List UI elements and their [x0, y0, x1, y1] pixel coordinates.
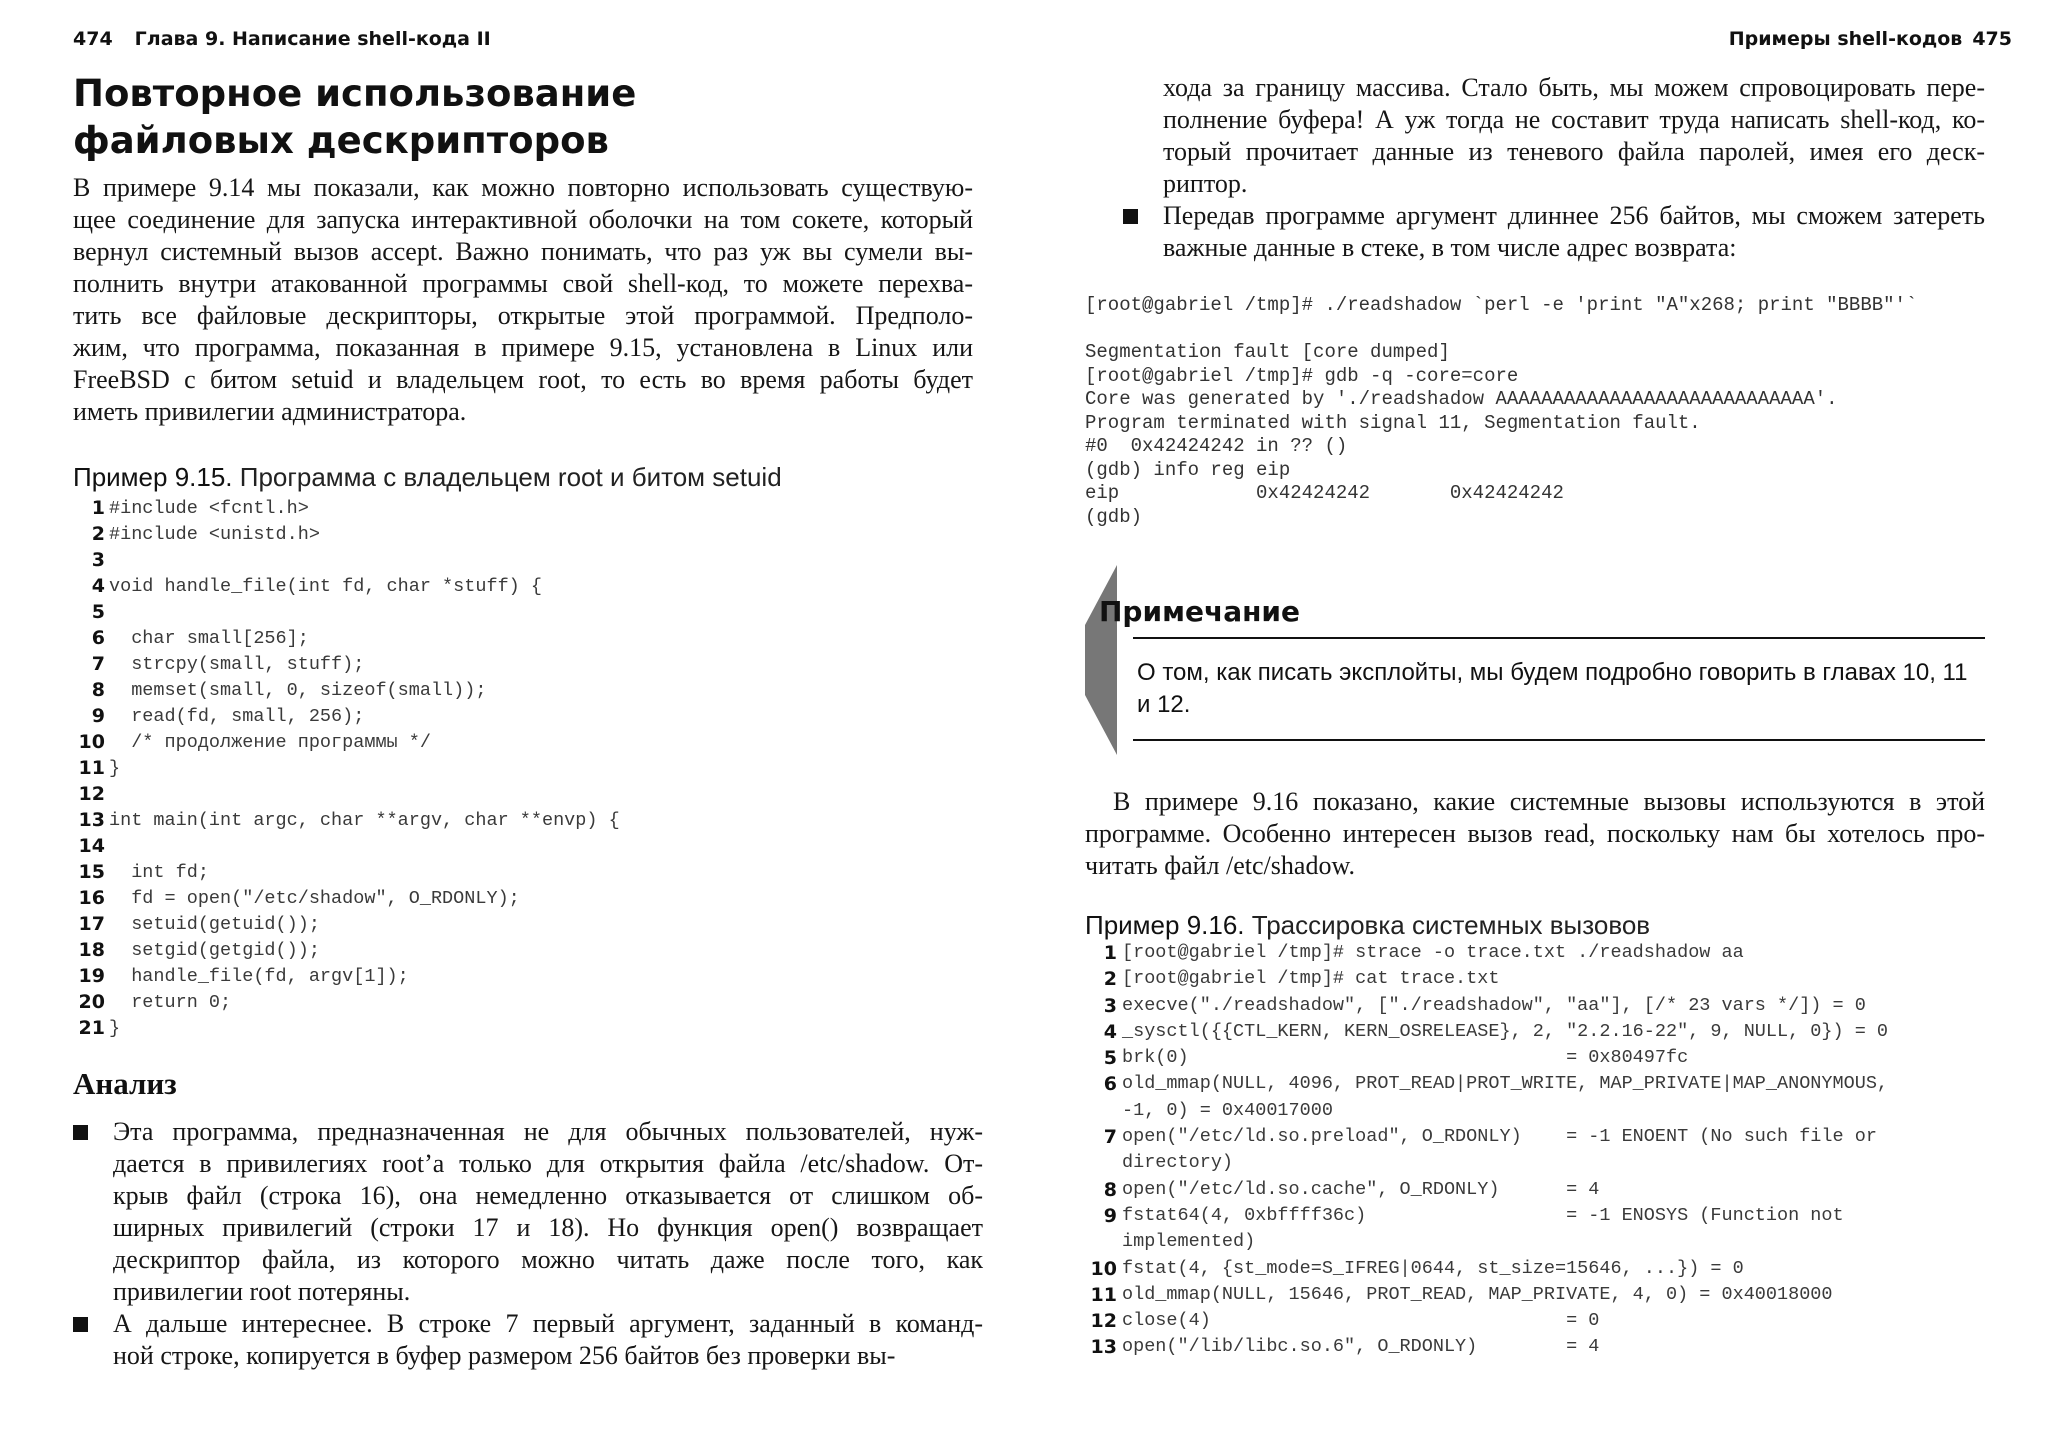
terminal-line: [root@gabriel /tmp]# ./readshadow `perl -e 'print "A"x268; print "BBBB"'` [1085, 294, 1918, 316]
line-number: 3 [1103, 994, 1117, 1017]
terminal-line: eip 0x42424242 0x42424242 [1085, 482, 1564, 504]
code-text: brk(0) = 0x80497fc [1122, 1047, 1689, 1069]
text-line: программе. Особенно интересен вызов read, поскольку нам бы хотелось про- [1085, 819, 1985, 848]
line-number: 12 [78, 783, 105, 805]
code-text: fstat64(4, 0xbffff36c) = -1 ENOSYS (Function not implemented) [1122, 1204, 1844, 1253]
text-line: ширных привилегий (строки 17 и 18). Но функция open() возвращает [113, 1213, 983, 1242]
line-number: 13 [78, 809, 105, 831]
left-chapter-title: Глава 9. Написание shell-кода II [134, 28, 491, 50]
line-number: 11 [1090, 1283, 1117, 1306]
bullet-item [73, 1308, 983, 1372]
code-line [73, 833, 620, 859]
text-line: иметь привилегии администратора. [73, 397, 467, 426]
line-number: 2 [1103, 968, 1117, 991]
code-line [73, 729, 620, 755]
note-box [1085, 565, 1985, 755]
example-9-15-caption [73, 462, 782, 493]
code-text: [root@gabriel /tmp]# strace -o trace.txt ./readshadow aa [1122, 942, 1744, 963]
code-text: int fd; [109, 861, 209, 883]
bullet-square-icon [73, 1317, 88, 1332]
line-number: 1 [1103, 942, 1117, 964]
left-page-number: 474 [73, 28, 113, 50]
text-line: полнить внутри атакованной программы свой shell-код, то можете перехва- [73, 269, 973, 298]
terminal-line: (gdb) [1085, 505, 1143, 528]
code-text: strcpy(small, stuff); [109, 653, 365, 675]
bullet-square-icon [73, 1125, 88, 1140]
code-text: old_mmap(NULL, 4096, PROT_READ|PROT_WRITE, MAP_PRIVATE|MAP_ANONYMOUS, -1, 0) = 0x40017000 [1122, 1073, 1889, 1121]
text-line: В примере 9.14 мы показали, как можно повторно использовать существую- [73, 173, 973, 202]
line-number: 6 [1103, 1073, 1117, 1096]
example-label: Пример 9.15. [73, 462, 233, 492]
line-number: 8 [91, 679, 105, 701]
text-line: читать файл /etc/shadow. [1085, 851, 1356, 880]
code-line [73, 963, 620, 989]
strace-line [1085, 993, 1888, 1019]
syscall-paragraph [1085, 786, 1985, 882]
terminal-line: Program terminated with signal 11, Segmentation fault. [1085, 411, 1701, 434]
code-line [73, 599, 620, 625]
text-line: Эта программа, предназначенная не для обычных пользователей, нуж- [113, 1117, 983, 1146]
code-text: void handle_file(int fd, char *stuff) { [109, 575, 542, 597]
terminal-line: Segmentation fault [core dumped] [1085, 341, 1450, 363]
strace-line [1085, 1019, 1888, 1045]
text-line: жим, что программа, показанная в примере 9.15, установлена в Linux или [73, 333, 973, 362]
line-number: 2 [91, 523, 105, 545]
gdb-terminal-output [1085, 294, 1917, 529]
line-number: 3 [91, 549, 105, 571]
code-line [73, 677, 620, 703]
line-number: 11 [78, 757, 105, 779]
terminal-line: #0 0x42424242 in ?? () [1085, 435, 1348, 457]
strace-line [1085, 1308, 1888, 1334]
code-text: open("/lib/libc.so.6", O_RDONLY) = 4 [1122, 1336, 1600, 1358]
continued-paragraph [1163, 72, 1985, 200]
right-page-number: 475 [1972, 28, 2012, 50]
line-number: 20 [78, 991, 105, 1013]
section-heading [73, 70, 773, 164]
code-line [73, 807, 620, 833]
line-number: 13 [1090, 1336, 1117, 1359]
strace-line [1085, 1071, 1888, 1124]
text-line: Передав программе аргумент длиннее 256 байтов, мы сможем затереть [1163, 201, 1985, 230]
line-number: 4 [91, 575, 105, 597]
code-text: handle_file(fd, argv[1]); [109, 965, 409, 987]
code-text: memset(small, 0, sizeof(small)); [109, 679, 487, 701]
line-number: 10 [1090, 1257, 1117, 1280]
text-line: щее соединение для запуска интерактивной оболочки на том сокете, который [73, 205, 973, 234]
code-text: return 0; [109, 991, 232, 1013]
terminal-line: [root@gabriel /tmp]# gdb -q -core=core [1085, 364, 1519, 387]
code-text: fd = open("/etc/shadow", O_RDONLY); [109, 887, 520, 909]
code-text: [root@gabriel /tmp]# cat trace.txt [1122, 968, 1500, 990]
note-bottom-rule [1133, 739, 1985, 741]
code-text: execve("./readshadow", ["./readshadow", "aa"], [/* 23 vars */]) = 0 [1122, 994, 1866, 1016]
code-line [73, 755, 620, 781]
line-number: 5 [1103, 1047, 1117, 1070]
note-title: Примечание [1099, 595, 1301, 628]
line-number: 15 [78, 861, 105, 883]
strace-line [1085, 940, 1888, 966]
code-line [73, 547, 620, 573]
line-number: 7 [91, 653, 105, 675]
code-text: #include <unistd.h> [109, 523, 320, 545]
strace-line [1085, 1177, 1888, 1203]
code-line [73, 573, 620, 599]
strace-line [1085, 1334, 1888, 1360]
line-number: 17 [78, 913, 105, 935]
line-number: 7 [1103, 1126, 1117, 1149]
code-line [73, 703, 620, 729]
line-number: 1 [91, 497, 105, 519]
strace-line [1085, 1203, 1888, 1256]
note-top-rule [1133, 637, 1985, 639]
text-line: дескриптор файла, из которого можно читать даже после того, как [113, 1245, 983, 1274]
example-9-16-caption [1085, 910, 1650, 941]
text-line: А дальше интереснее. В строке 7 первый аргумент, заданный в команд- [113, 1309, 983, 1338]
line-number: 9 [91, 705, 105, 727]
analysis-heading: Анализ [73, 1066, 177, 1101]
code-text: setgid(getgid()); [109, 939, 320, 961]
code-line [73, 859, 620, 885]
strace-listing-9-16 [1085, 940, 1888, 1361]
line-number: 4 [1103, 1020, 1117, 1043]
code-line [73, 495, 620, 521]
line-number: 10 [78, 731, 105, 753]
code-text: open("/etc/ld.so.preload", O_RDONLY) = -1 ENOENT (No such file or directory) [1122, 1126, 1877, 1174]
code-line [73, 651, 620, 677]
intro-paragraph [73, 172, 973, 428]
strace-line [1085, 1256, 1888, 1282]
code-line [73, 781, 620, 807]
right-bullet-list [1123, 200, 1985, 264]
strace-line [1085, 1282, 1888, 1308]
strace-line [1085, 1124, 1888, 1177]
code-text: /* продолжение программы */ [109, 731, 431, 753]
example-title: Программа с владельцем root и битом setuid [239, 462, 782, 492]
right-running-head [1729, 28, 2012, 50]
left-running-head [73, 28, 491, 50]
example-title: Трассировка системных вызовов [1251, 910, 1651, 940]
text-line: дается в привилегиях root’а только для открытия файла /etc/shadow. От- [113, 1149, 983, 1178]
strace-line [1085, 1045, 1888, 1071]
code-text: char small[256]; [109, 627, 309, 649]
bullet-item [1123, 200, 1985, 264]
line-number: 14 [78, 835, 105, 857]
line-number: 8 [1103, 1178, 1117, 1201]
line-number: 19 [78, 965, 105, 987]
code-text: } [109, 1017, 121, 1039]
terminal-line: (gdb) info reg eip [1085, 458, 1291, 481]
code-text: read(fd, small, 256); [109, 705, 365, 727]
strace-line [1085, 966, 1888, 992]
code-line [73, 521, 620, 547]
note-tab-shape [1085, 565, 1117, 755]
line-number: 21 [78, 1017, 105, 1039]
code-text: } [109, 757, 121, 779]
section-heading-line-1: Повторное использование [73, 72, 637, 115]
text-line: привилегии root потеряны. [113, 1277, 411, 1306]
note-body: О том, как писать эксплойты, мы будем подробно говорить в главах 10, 11 и 12. [1137, 659, 1968, 718]
text-line: полнение буфера! А уж тогда не составит труда написать shell-код, ко- [1163, 105, 1985, 134]
text-line: крыв файл (строка 16), она немедленно отказывается от слишком об- [113, 1181, 983, 1210]
code-text: old_mmap(NULL, 15646, PROT_READ, MAP_PRIVATE, 4, 0) = 0x40018000 [1122, 1283, 1833, 1305]
line-number: 9 [1103, 1204, 1117, 1227]
code-line [73, 937, 620, 963]
line-number: 16 [78, 887, 105, 909]
text-line: вернул системный вызов accept. Важно понимать, что раз уж вы сумели вы- [73, 237, 973, 266]
code-line [73, 625, 620, 651]
bullet-item [73, 1116, 983, 1308]
code-listing-9-15 [73, 495, 620, 1041]
code-text: setuid(getuid()); [109, 913, 320, 935]
code-text: open("/etc/ld.so.cache", O_RDONLY) = 4 [1122, 1178, 1600, 1200]
text-line: В примере 9.16 показано, какие системные вызовы используются в этой [1113, 787, 1985, 816]
section-heading-line-2: файловых дескрипторов [73, 119, 609, 162]
code-line [73, 911, 620, 937]
code-line [73, 1015, 620, 1041]
example-label: Пример 9.16. [1085, 910, 1245, 940]
text-line: тить все файловые дескрипторы, открытые этой программой. Предполо- [73, 301, 973, 330]
code-text: close(4) = 0 [1122, 1310, 1600, 1332]
code-line [73, 885, 620, 911]
bullet-square-icon [1123, 209, 1138, 224]
right-section-title: Примеры shell-кодов [1728, 28, 1963, 50]
analysis-bullets [103, 1116, 983, 1372]
line-number: 12 [1090, 1310, 1117, 1333]
code-text: int main(int argc, char **argv, char **envp) { [109, 809, 620, 831]
line-number: 5 [91, 601, 105, 623]
line-number: 18 [78, 939, 105, 961]
text-line: FreeBSD с битом setuid и владельцем root, то есть во время работы будет [73, 365, 973, 394]
code-text: fstat(4, {st_mode=S_IFREG|0644, st_size=15646, ...}) = 0 [1122, 1257, 1744, 1279]
code-text: _sysctl({{CTL_KERN, KERN_OSRELEASE}, 2, "2.2.16-22", 9, NULL, 0}) = 0 [1122, 1020, 1889, 1042]
terminal-line: Core was generated by './readshadow AAAAAAAAAAAAAAAAAAAAAAAAAAAA'. [1085, 388, 1838, 410]
code-text: #include <fcntl.h> [109, 497, 309, 519]
line-number: 6 [91, 627, 105, 649]
text-line: риптор. [1163, 169, 1248, 198]
terminal-line [1085, 318, 1917, 342]
text-line: торый прочитает данные из теневого файла паролей, имея его деск- [1163, 137, 1985, 166]
text-line: важные данные в стеке, в том числе адрес возврата: [1163, 233, 1737, 262]
text-line: ной строке, копируется в буфер размером 256 байтов без проверки вы- [113, 1341, 896, 1370]
text-line: хода за границу массива. Стало быть, мы можем спровоцировать пере- [1163, 73, 1985, 102]
code-line [73, 989, 620, 1015]
